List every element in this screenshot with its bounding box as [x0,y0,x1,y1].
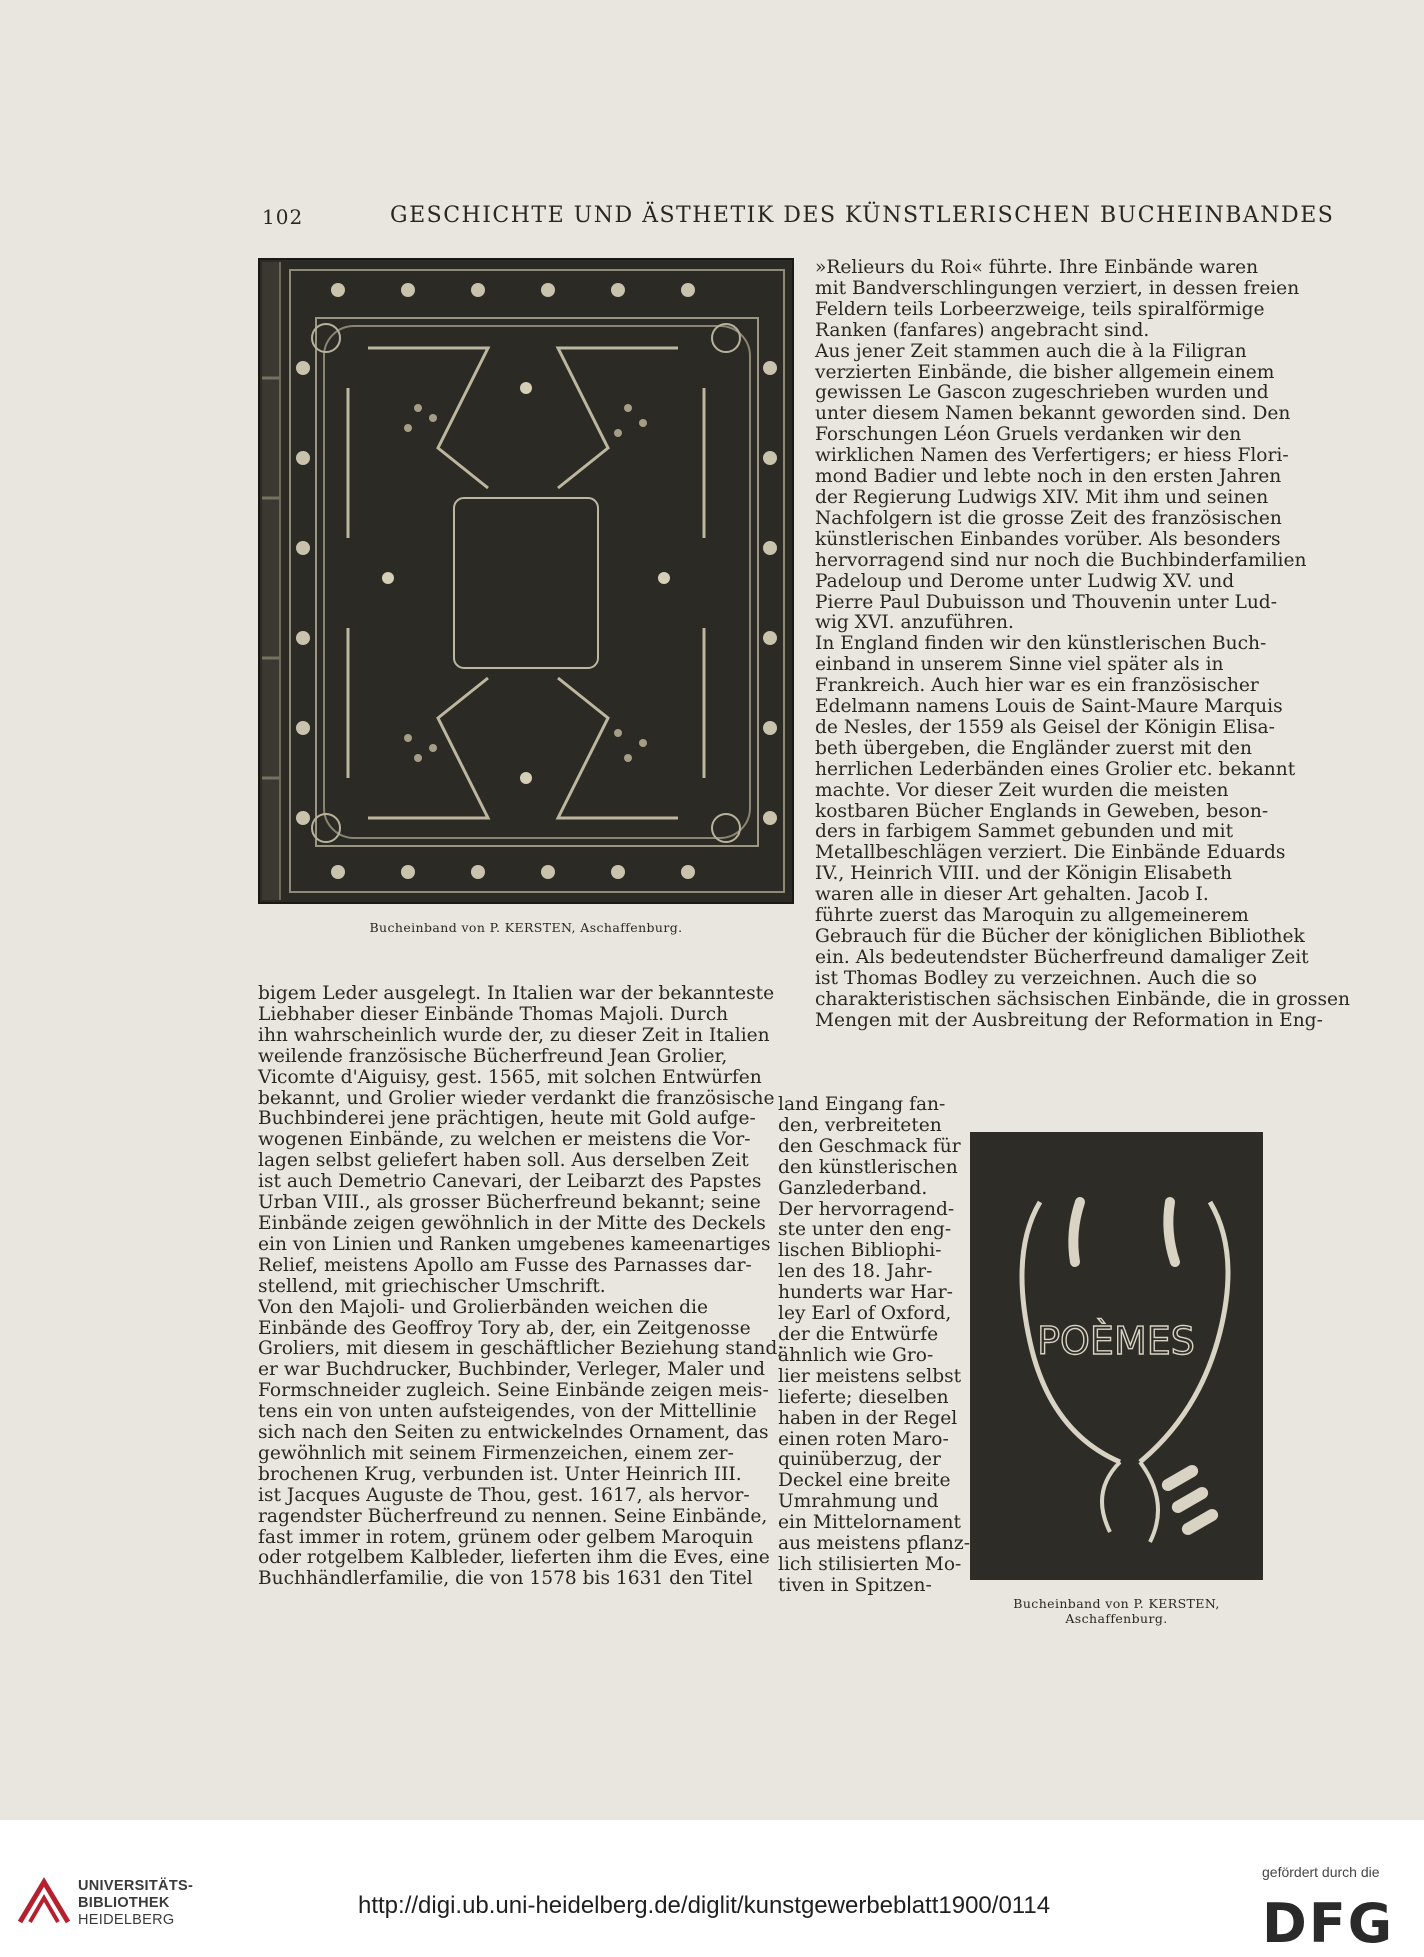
text-line: Gebrauch für die Bücher der königlichen Bibliothek [815,926,1305,947]
text-line: ist auch Demetrio Canevari, der Leibarzt des Papstes [258,1171,762,1193]
text-line: er war Buchdrucker, Buchbinder, Verleger, Maler und [258,1359,766,1381]
figure-caption-2 [970,1596,1263,1626]
dfg-logo[interactable]: DFG [1262,1892,1395,1955]
text-line: lich stilisierten Mo- [778,1553,962,1575]
text-column-right-narrow [778,1094,970,1597]
text-line: herrlichen Lederbänden eines Grolier etc. bekannt [815,758,1296,780]
ub-line-2: BIBLIOTHEK [78,1895,170,1911]
text-line: oder rotgelbem Kalbleder, lieferten ihm die Eves, eine [258,1547,770,1569]
text-line: Groliers, mit diesem in geschäftlicher Beziehung stand; [258,1338,784,1360]
text-line: ist Jacques Auguste de Thou, gest. 1617, als hervor- [258,1484,750,1506]
text-line: bigem Leder ausgelegt. In Italien war der bekannteste [258,983,775,1004]
text-line: weilende französische Bücherfreund Jean Grolier, [258,1045,728,1067]
text-line: Vicomte d'Aiguisy, gest. 1565, mit solchen Entwürfen [258,1066,762,1088]
text-line: verzierten Einbände, die bisher allgemein einem [815,361,1275,383]
text-line: IV., Heinrich VIII. und der Königin Elisabeth [815,863,1232,885]
left-bottom-paragraphs [258,983,784,1590]
text-line: führte zuerst das Maroquin zu allgemeinerem [815,905,1249,927]
text-line: wig XVI. anzuführen. [815,612,1014,634]
text-line: Pierre Paul Dubuisson und Thouvenin unter Lud- [815,591,1277,613]
text-line: Frankreich. Auch hier war es ein französischer [815,675,1259,697]
funding-label: gefördert durch die [1262,1864,1380,1880]
text-line: Der hervorragend- [778,1198,955,1220]
text-line: Relief, meistens Apollo am Fusse des Parnasses dar- [258,1254,752,1276]
text-line: »Relieurs du Roi« führte. Ihre Einbände waren [815,257,1259,278]
text-line: Buchbinderei jene prächtigen, heute mit Gold aufge- [258,1108,756,1130]
text-line: waren alle in dieser Art gehalten. Jacob I. [815,884,1209,906]
page-number: 102 [262,205,304,229]
text-line: gewöhnlich mit seinem Firmenzeichen, einem zer- [258,1442,734,1464]
text-line: den künstlerischen [778,1156,958,1178]
text-line: Urban VIII., als grosser Bücherfreund bekannt; seine [258,1192,761,1214]
text-line: Metallbeschlägen verziert. Die Einbände Eduards [815,842,1286,864]
university-library-logo-icon[interactable] [16,1872,72,1928]
text-line: ein. Als bedeutendster Bücherfreund damaliger Zeit [815,946,1309,968]
text-line: lagen selbst geliefert haben soll. Aus derselben Zeit [258,1150,749,1172]
text-line: ein Mittelornament [778,1512,961,1534]
book-cover-illustration-ornamental [258,258,794,904]
text-line: einband in unserem Sinne viel später als in [815,654,1224,676]
text-column-left-bottom [258,983,784,1590]
viewer-footer [0,1820,1424,1957]
text-line: quinüberzug, der [778,1449,941,1471]
text-line: Ranken (fanfares) angebracht sind. [815,319,1150,341]
text-line: ders in farbigem Sammet gebunden und mit [815,821,1234,843]
text-line: ihn wahrscheinlich wurde der, zu dieser Zeit in Italien [258,1024,770,1046]
text-line: wogenen Einbände, zu welchen er meistens die Vor- [258,1129,751,1151]
text-line: Liebhaber dieser Einbände Thomas Majoli. Durch [258,1003,729,1025]
text-line: mit Bandverschlingungen verziert, in dessen freien [815,277,1300,299]
university-library-name[interactable] [78,1878,193,1929]
text-line: fast immer in rotem, grünem oder gelbem Maroquin [258,1526,754,1548]
text-line: haben in der Regel [778,1407,958,1429]
text-line: Buchhändlerfamilie, die von 1578 bis 1631 den Titel [258,1568,753,1590]
text-line: Mengen mit der Ausbreitung der Reformation in Eng- [815,1009,1323,1031]
text-line: Padeloup und Derome unter Ludwig XV. und [815,570,1235,592]
figure-caption-2-line1: Bucheinband von P. KERSTEN, [1013,1596,1220,1611]
text-line: tens ein von unten aufsteigendes, von der Mittellinie [258,1401,757,1423]
text-line: charakteristischen sächsischen Einbände, die in grossen [815,988,1350,1010]
figure-caption: Bucheinband von P. KERSTEN, Aschaffenburg. [369,920,683,935]
text-line: unter diesem Namen bekannt geworden sind. Den [815,403,1291,425]
text-line: ste unter den eng- [778,1219,952,1241]
right-narrow-paragraphs [778,1094,970,1597]
poemes-cover-drawing [970,1132,1263,1580]
right-top-paragraphs [815,257,1350,1032]
text-line: einen roten Maro- [778,1428,949,1450]
text-line: brochenen Krug, verbunden ist. Unter Heinrich III. [258,1463,742,1485]
text-line: tiven in Spitzen- [778,1574,932,1596]
text-line: Einbände des Geoffroy Tory ab, der, ein Zeitgenosse [258,1317,751,1339]
text-line: lischen Bibliophi- [778,1240,942,1262]
text-line: wirklichen Namen des Verfertigers; er hiess Flori- [815,445,1289,467]
text-line: Umrahmung und [778,1491,939,1513]
text-line: lier meistens selbst [778,1365,962,1387]
text-line: lieferte; dieselben [778,1386,949,1408]
text-line: Feldern teils Lorbeerzweige, teils spiralförmige [815,298,1265,320]
text-line: der die Entwürfe [778,1323,939,1345]
text-line: Deckel eine breite [778,1470,951,1492]
text-line: mond Badier und lebte noch in den ersten Jahren [815,466,1282,488]
text-line: kostbaren Bücher Englands in Geweben, beson- [815,800,1269,822]
text-line: den Geschmack für [778,1135,961,1157]
text-line: land Eingang fan- [778,1094,946,1115]
text-column-right-top [815,257,1350,1032]
text-line: Aus jener Zeit stammen auch die à la Filigran [815,340,1247,362]
text-line: In England finden wir den künstlerischen Buch- [815,633,1267,655]
ornamental-cover-drawing [258,258,794,904]
text-line: den, verbreiteten [778,1114,942,1136]
running-head: GESCHICHTE UND ÄSTHETIK DES KÜNSTLERISCHEN BUCHEINBANDES [390,203,1335,228]
text-line: gewissen Le Gascon zugeschrieben wurden und [815,382,1269,404]
text-line: Von den Majoli- und Grolierbänden weichen die [258,1296,708,1318]
text-line: bekannt, und Grolier wieder verdankt die französische [258,1087,775,1109]
text-line: Edelmann namens Louis de Saint-Maure Marquis [815,696,1283,718]
cover-title: POÈMES [1037,1319,1195,1363]
text-line: len des 18. Jahr- [778,1261,933,1283]
text-line: Nachfolgern ist die grosse Zeit des französischen [815,507,1282,529]
text-line: ley Earl of Oxford, [778,1303,952,1325]
figure-caption-2-line2: Aschaffenburg. [1065,1611,1168,1626]
text-line: machte. Vor dieser Zeit wurden die meisten [815,779,1229,801]
text-line: beth übergeben, die Engländer zuerst mit den [815,737,1252,759]
ub-line-3: HEIDELBERG [78,1912,175,1928]
text-line: hervorragend sind nur noch die Buchbinderfamilien [815,549,1307,571]
text-line: ragendster Bücherfreund zu nennen. Seine Einbände, [258,1505,768,1527]
text-line: ähnlich wie Gro- [778,1344,934,1366]
text-line: stellend, mit griechischer Umschrift. [258,1275,606,1297]
text-line: aus meistens pflanz- [778,1533,970,1555]
permalink-url[interactable]: http://digi.ub.uni-heidelberg.de/diglit/kunstgewerbeblatt1900/0114 [358,1892,1051,1919]
text-line: der Regierung Ludwigs XIV. Mit ihm und seinen [815,486,1269,508]
text-line: hunderts war Har- [778,1282,953,1304]
text-line: sich nach den Seiten zu entwickelndes Ornament, das [258,1422,769,1444]
text-line: Forschungen Léon Gruels verdanken wir den [815,424,1242,446]
text-line: de Nesles, der 1559 als Geisel der Königin Elisa- [815,716,1275,738]
text-line: ist Thomas Bodley zu verzeichnen. Auch die so [815,967,1257,989]
text-line: künstlerischen Einbandes vorüber. Als besonders [815,528,1281,550]
text-line: ein von Linien und Ranken umgebenes kameenartiges [258,1233,771,1255]
text-line: Ganzlederband. [778,1177,928,1199]
book-cover-illustration-poemes [970,1132,1263,1580]
text-line: Einbände zeigen gewöhnlich in der Mitte des Deckels [258,1212,766,1234]
ub-line-1: UNIVERSITÄTS- [78,1878,194,1894]
text-line: Formschneider zugleich. Seine Einbände zeigen meis- [258,1380,769,1402]
